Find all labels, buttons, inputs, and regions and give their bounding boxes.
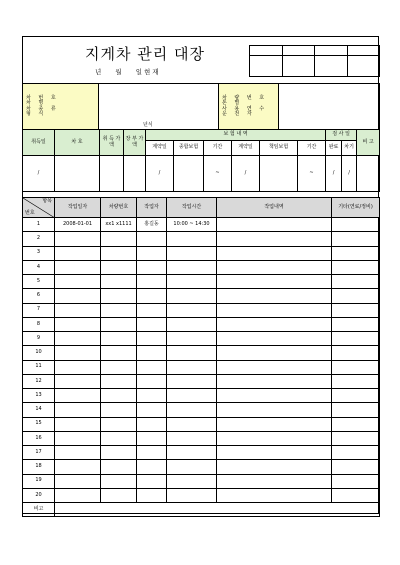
work-log-table (22, 197, 380, 517)
log-header: 작업자 (137, 198, 167, 218)
insurance-table (22, 129, 380, 192)
log-cell (167, 260, 217, 274)
log-cell (332, 332, 380, 346)
table-row (23, 232, 380, 246)
table-row (23, 275, 380, 289)
log-cell (101, 488, 137, 502)
corner-header: 항목 번호 (23, 198, 55, 218)
log-header: 작업내역 (217, 198, 332, 218)
log-cell: xx1 x1111 (101, 218, 137, 232)
log-cell (332, 389, 380, 403)
row-number: 5 (23, 275, 55, 289)
log-cell (217, 431, 332, 445)
ins-col: 기간 (204, 141, 232, 156)
cell: / (326, 156, 342, 192)
log-cell (217, 488, 332, 502)
table-row (23, 346, 380, 360)
table-row (23, 332, 380, 346)
log-cell (101, 460, 137, 474)
log-cell (332, 360, 380, 374)
log-cell (101, 446, 137, 460)
log-cell (55, 232, 101, 246)
log-cell (217, 260, 332, 274)
ins-col: 기간 (298, 141, 326, 156)
table-row (23, 218, 380, 232)
log-header: 기타(연료/정비) (332, 198, 380, 218)
log-cell (332, 474, 380, 488)
log-cell (167, 246, 217, 260)
log-cell (55, 403, 101, 417)
table-row (23, 460, 380, 474)
log-cell (167, 446, 217, 460)
log-cell (55, 374, 101, 388)
log-cell (332, 218, 380, 232)
log-cell (55, 446, 101, 460)
table-row (23, 374, 380, 388)
log-cell (101, 332, 137, 346)
log-cell (101, 246, 137, 260)
log-cell (332, 460, 380, 474)
log-cell (101, 403, 137, 417)
log-cell (167, 431, 217, 445)
log-cell (137, 460, 167, 474)
log-cell (332, 303, 380, 317)
log-cell (217, 346, 332, 360)
insurance-header: 보 험 내 역 (146, 130, 326, 141)
vehicle-info-table (22, 83, 380, 130)
log-cell (137, 232, 167, 246)
log-cell (332, 260, 380, 274)
log-cell (55, 460, 101, 474)
log-cell (55, 260, 101, 274)
row-number: 13 (23, 389, 55, 403)
log-cell (167, 346, 217, 360)
footer-note-value (55, 503, 380, 517)
log-header: 차량번호 (101, 198, 137, 218)
log-cell (101, 232, 137, 246)
log-cell (167, 289, 217, 303)
log-cell (137, 260, 167, 274)
log-cell (332, 403, 380, 417)
ins-col: 종합보험 (174, 141, 204, 156)
footer-note-label: 비고 (23, 503, 55, 517)
note-header: 비 고 (357, 130, 380, 156)
log-cell (101, 417, 137, 431)
log-cell (137, 246, 167, 260)
row-number: 6 (23, 289, 55, 303)
row-number: 3 (23, 246, 55, 260)
table-row (23, 488, 380, 502)
log-cell (101, 360, 137, 374)
left-info-values: 년식 (99, 84, 219, 130)
log-cell (167, 275, 217, 289)
log-cell (167, 332, 217, 346)
log-cell (137, 488, 167, 502)
log-cell (167, 488, 217, 502)
table-row (23, 403, 380, 417)
row-number: 7 (23, 303, 55, 317)
log-cell (137, 360, 167, 374)
log-cell (137, 417, 167, 431)
book-value-header: 장 부 가 액 (124, 130, 146, 156)
log-cell: 2008-01-01 (55, 218, 101, 232)
log-cell (137, 431, 167, 445)
log-cell (217, 303, 332, 317)
row-number: 15 (23, 417, 55, 431)
log-cell (332, 374, 380, 388)
row-number: 12 (23, 374, 55, 388)
log-cell (332, 488, 380, 502)
right-info-labels: 차 량 번 호 톤 별 사 용 연 수 운 전 자 (219, 84, 279, 130)
log-cell (167, 460, 217, 474)
table-row (23, 431, 380, 445)
log-cell (217, 389, 332, 403)
log-cell (137, 289, 167, 303)
log-cell (167, 374, 217, 388)
log-header: 작업시간 (167, 198, 217, 218)
row-number: 20 (23, 488, 55, 502)
log-cell (332, 446, 380, 460)
table-row (23, 417, 380, 431)
log-cell (137, 403, 167, 417)
row-number: 2 (23, 232, 55, 246)
log-cell (167, 389, 217, 403)
log-cell (55, 488, 101, 502)
cell: / (232, 156, 260, 192)
log-cell (332, 275, 380, 289)
row-number: 4 (23, 260, 55, 274)
cell: / (146, 156, 174, 192)
acquired-date-header: 취득일 (23, 130, 55, 156)
log-cell (137, 474, 167, 488)
log-cell (217, 218, 332, 232)
log-cell (55, 246, 101, 260)
cell: / (342, 156, 357, 192)
acquisition-cost-header: 취 득 가 액 (100, 130, 124, 156)
log-cell (217, 446, 332, 460)
log-cell (217, 403, 332, 417)
log-cell (332, 246, 380, 260)
log-cell (217, 474, 332, 488)
table-row (23, 260, 380, 274)
log-cell (217, 417, 332, 431)
insp-col: 차기 (342, 141, 357, 156)
approval-box (249, 45, 380, 77)
log-cell (55, 346, 101, 360)
table-row (23, 389, 380, 403)
log-cell (55, 431, 101, 445)
left-info-labels: 차 번 호 차 명 차 종 류 형 식 (23, 84, 99, 130)
log-cell (101, 303, 137, 317)
log-cell (101, 346, 137, 360)
document-title: 지게차 관리 대장 (85, 45, 205, 63)
log-cell (55, 474, 101, 488)
log-header: 작업일자 (55, 198, 101, 218)
ins-col: 계약일 (146, 141, 174, 156)
log-cell (101, 431, 137, 445)
log-cell (167, 303, 217, 317)
row-number: 9 (23, 332, 55, 346)
log-cell (137, 332, 167, 346)
log-cell (137, 346, 167, 360)
log-cell (55, 360, 101, 374)
log-cell (332, 417, 380, 431)
table-row (23, 303, 380, 317)
log-cell (101, 317, 137, 331)
log-cell (167, 360, 217, 374)
row-number: 16 (23, 431, 55, 445)
log-cell (55, 332, 101, 346)
log-cell (167, 232, 217, 246)
table-row (23, 317, 380, 331)
log-cell (101, 389, 137, 403)
cell: ~ (204, 156, 232, 192)
log-cell (137, 389, 167, 403)
log-cell (332, 346, 380, 360)
row-number: 19 (23, 474, 55, 488)
log-cell (167, 474, 217, 488)
cell: / (23, 156, 55, 192)
log-cell (101, 474, 137, 488)
log-cell (137, 446, 167, 460)
log-cell (137, 317, 167, 331)
log-cell (55, 389, 101, 403)
log-cell (137, 374, 167, 388)
log-cell (217, 246, 332, 260)
log-cell (217, 275, 332, 289)
table-row (23, 360, 380, 374)
log-cell (55, 317, 101, 331)
log-cell: 홍길동 (137, 218, 167, 232)
log-cell (101, 275, 137, 289)
log-cell (101, 374, 137, 388)
log-cell (217, 360, 332, 374)
log-cell (217, 289, 332, 303)
log-cell (137, 303, 167, 317)
row-number: 10 (23, 346, 55, 360)
ins-col: 책임보험 (260, 141, 298, 156)
row-number: 8 (23, 317, 55, 331)
log-cell (332, 232, 380, 246)
log-cell (217, 460, 332, 474)
inspection-header: 검 사 일 (326, 130, 357, 141)
ins-col: 계약일 (232, 141, 260, 156)
table-row (23, 474, 380, 488)
log-cell (167, 417, 217, 431)
log-cell (217, 332, 332, 346)
log-cell (217, 374, 332, 388)
log-cell (332, 289, 380, 303)
row-number: 17 (23, 446, 55, 460)
row-number: 11 (23, 360, 55, 374)
log-cell (55, 289, 101, 303)
log-cell (55, 417, 101, 431)
log-cell (101, 289, 137, 303)
date-line: 년 월 일현재 (95, 68, 161, 76)
row-number: 18 (23, 460, 55, 474)
row-number: 14 (23, 403, 55, 417)
log-cell (217, 232, 332, 246)
cell: ~ (298, 156, 326, 192)
insp-col: 완료 (326, 141, 342, 156)
right-info-values (279, 84, 380, 130)
document-sheet (22, 36, 379, 514)
log-cell (101, 260, 137, 274)
log-cell (332, 431, 380, 445)
vehicle-no-header: 차 호 (55, 130, 100, 156)
table-row (23, 446, 380, 460)
log-cell (55, 303, 101, 317)
log-cell (167, 403, 217, 417)
log-cell (55, 275, 101, 289)
row-number: 1 (23, 218, 55, 232)
log-cell (217, 317, 332, 331)
log-cell (167, 317, 217, 331)
table-row (23, 289, 380, 303)
log-cell (332, 317, 380, 331)
log-cell: 10:00 ~ 14:30 (167, 218, 217, 232)
log-cell (137, 275, 167, 289)
table-row (23, 246, 380, 260)
